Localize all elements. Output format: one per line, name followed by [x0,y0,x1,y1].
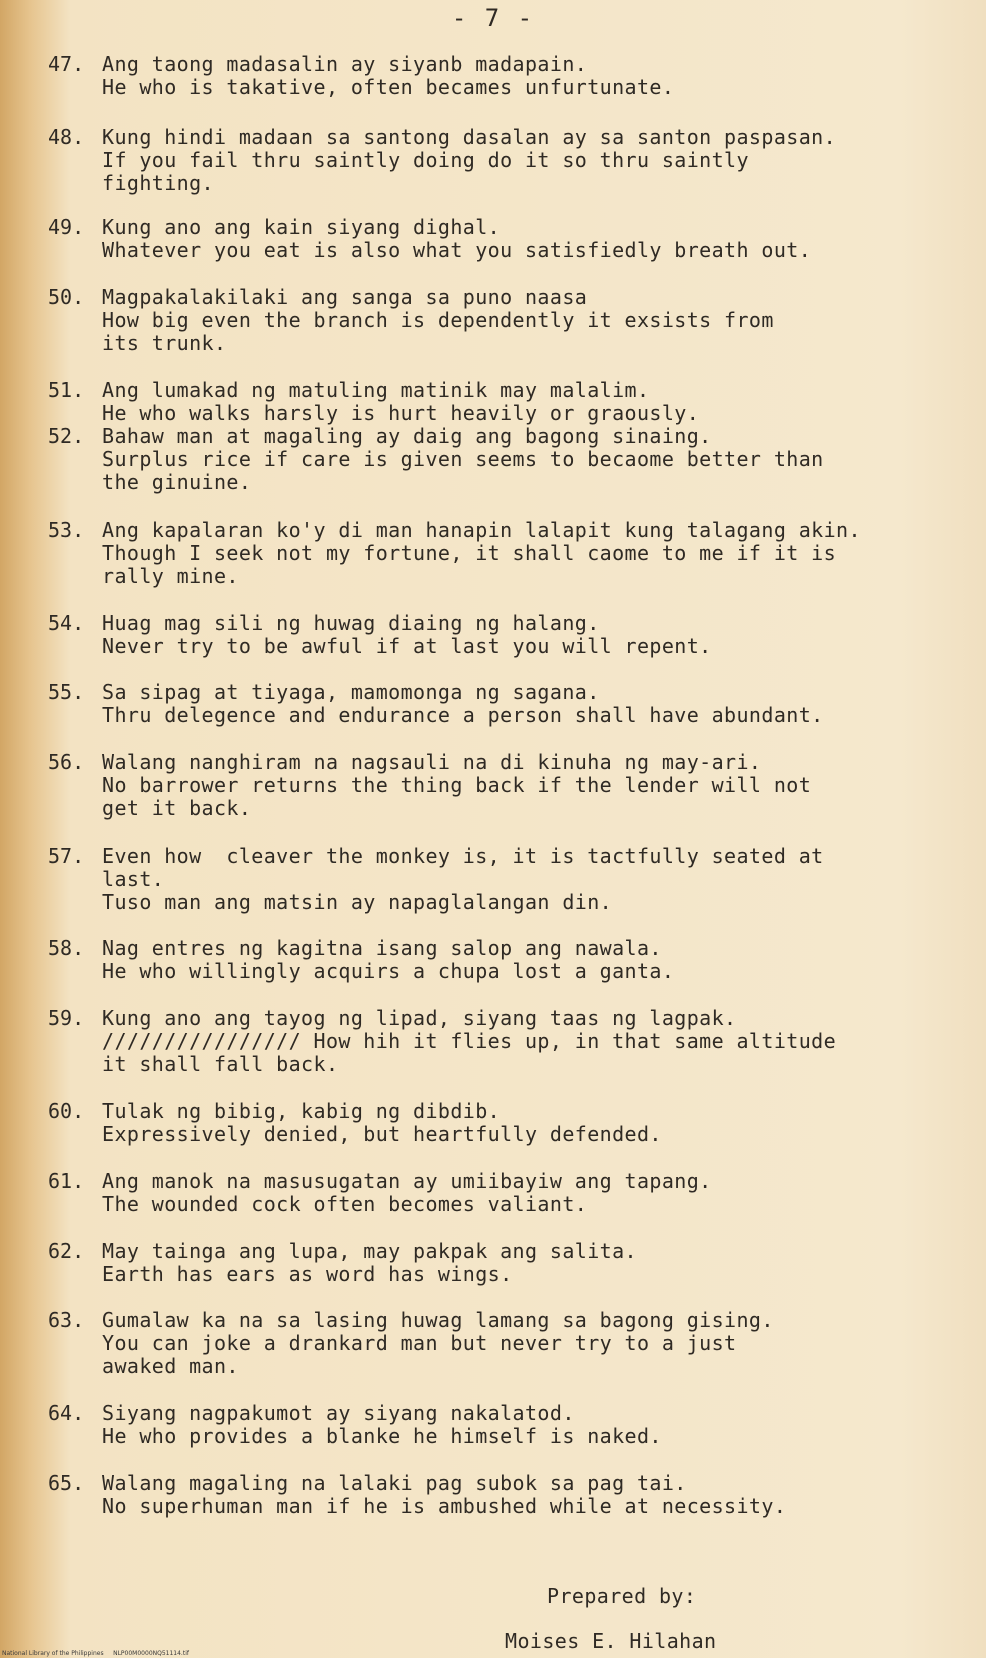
archive-footer: National Library of the Philippines NLP00M0000NQ51114.tif [2,1650,189,1657]
proverb-line: You can joke a drankard man but never try to a just [102,1331,737,1355]
proverb-line: Never try to be awful if at last you will repent. [102,634,712,658]
proverb-line: The wounded cock often becomes valiant. [102,1192,588,1216]
proverb-line: Whatever you eat is also what you satisfiedly breath out. [102,238,812,262]
proverb-line: He who willingly acquirs a chupa lost a ganta. [102,959,675,983]
proverb-line: Tuso man ang matsin ay napaglalangan din. [102,890,613,914]
entry-number: 65. [48,1471,85,1495]
entry-number: 55. [48,680,85,704]
author-name: Moises E. Hilahan [505,1629,717,1653]
proverb-line: Sa sipag at tiyaga, mamomonga ng sagana. [102,680,600,704]
entry-number: 48. [48,125,85,149]
proverb-line: He who walks harsly is hurt heavily or graously. [102,401,700,425]
proverb-line: Though I seek not my fortune, it shall caome to me if it is [102,541,837,565]
proverb-line: Ang lumakad ng matuling matinik may malalim. [102,378,650,402]
proverb-line: its trunk. [102,331,227,355]
proverb-line: the ginuine. [102,470,252,494]
proverb-line: Ang taong madasalin ay siyanb madapain. [102,52,588,76]
entry-number: 47. [48,52,85,76]
proverb-line: Walang magaling na lalaki pag subok sa pag tai. [102,1471,687,1495]
entry-number: 57. [48,844,85,868]
proverb-line: //////////////// How hih it flies up, in that same altitude [102,1029,837,1053]
proverb-line: Magpakalakilaki ang sanga sa puno naasa [102,285,588,309]
entry-number: 59. [48,1006,85,1030]
proverb-line: Walang nanghiram na nagsauli na di kinuha ng may-ari. [102,750,762,774]
proverb-line: Tulak ng bibig, kabig ng dibdib. [102,1099,501,1123]
proverb-line: He who is takative, often becames unfurtunate. [102,75,675,99]
entry-number: 56. [48,750,85,774]
proverb-line: Kung ano ang kain siyang dighal. [102,215,501,239]
proverb-line: it shall fall back. [102,1052,339,1076]
proverb-line: Even how cleaver the monkey is, it is tactfully seated at [102,844,824,868]
proverb-line: last. [102,867,165,891]
prepared-by-label: Prepared by: [547,1584,697,1608]
proverb-line: No barrower returns the thing back if the lender will not [102,773,812,797]
entry-number: 50. [48,285,85,309]
entry-number: 64. [48,1401,85,1425]
proverb-line: rally mine. [102,564,239,588]
proverb-line: If you fail thru saintly doing do it so thru saintly [102,148,749,172]
entry-number: 61. [48,1169,85,1193]
proverb-line: fighting. [102,171,214,195]
proverb-line: Thru delegence and endurance a person shall have abundant. [102,703,824,727]
proverb-line: Expressively denied, but heartfully defended. [102,1122,662,1146]
entry-number: 63. [48,1308,85,1332]
entry-number: 49. [48,215,85,239]
proverb-line: Huag mag sili ng huwag diaing ng halang. [102,611,600,635]
page-number: - 7 - [451,4,535,32]
proverb-line: Ang manok na masusugatan ay umiibayiw ang tapang. [102,1169,712,1193]
entry-number: 53. [48,518,85,542]
entry-number: 60. [48,1099,85,1123]
proverb-line: Kung ano ang tayog ng lipad, siyang taas ng lagpak. [102,1006,737,1030]
entry-number: 58. [48,936,85,960]
proverb-line: Bahaw man at magaling ay daig ang bagong sinaing. [102,424,712,448]
proverb-line: Gumalaw ka na sa lasing huwag lamang sa bagong gising. [102,1308,774,1332]
entry-number: 62. [48,1239,85,1263]
proverb-line: Siyang nagpakumot ay siyang nakalatod. [102,1401,575,1425]
entry-number: 52. [48,424,85,448]
proverb-line: Nag entres ng kagitna isang salop ang nawala. [102,936,662,960]
proverb-line: May tainga ang lupa, may pakpak ang salita. [102,1239,637,1263]
proverb-line: He who provides a blanke he himself is naked. [102,1424,662,1448]
proverb-line: Earth has ears as word has wings. [102,1262,513,1286]
proverb-line: awaked man. [102,1354,239,1378]
proverb-line: get it back. [102,796,252,820]
entry-number: 51. [48,378,85,402]
proverb-line: How big even the branch is dependently it exsists from [102,308,774,332]
proverb-line: Ang kapalaran ko'y di man hanapin lalapit kung talagang akin. [102,518,861,542]
proverb-line: Kung hindi madaan sa santong dasalan ay sa santon paspasan. [102,125,837,149]
proverb-line: No superhuman man if he is ambushed while at necessity. [102,1494,787,1518]
entry-number: 54. [48,611,85,635]
proverb-line: Surplus rice if care is given seems to becaome better than [102,447,824,471]
